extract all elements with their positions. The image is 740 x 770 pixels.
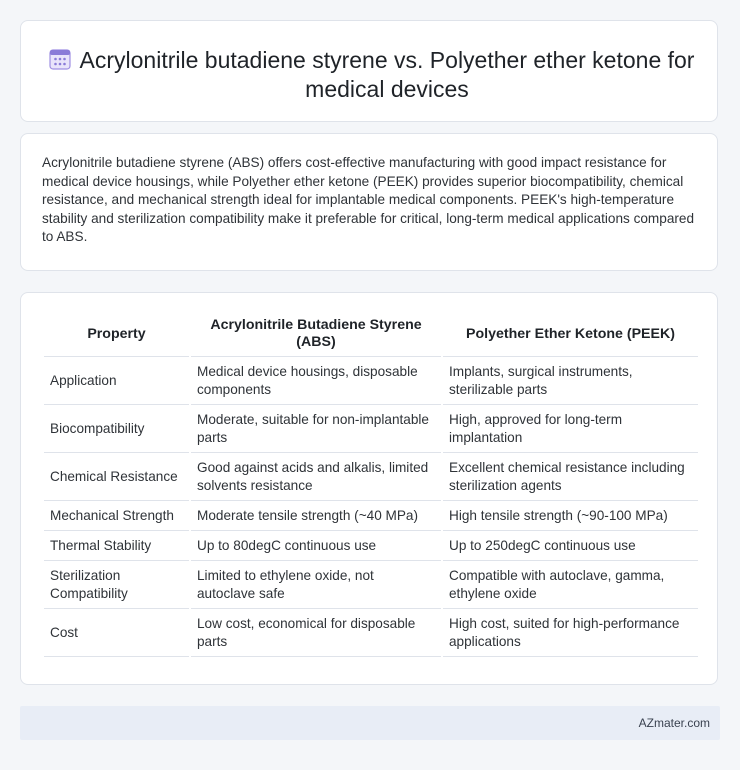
table-row: [44, 453, 698, 501]
property-cell: Mechanical Strength: [44, 501, 189, 531]
property-cell: Sterilization Compatibility: [44, 561, 189, 609]
peek-cell: High cost, suited for high-performance applications: [443, 609, 698, 657]
property-cell: Application: [44, 357, 189, 405]
abs-cell: Good against acids and alkalis, limited solvents resistance: [191, 453, 441, 501]
table-row: [44, 405, 698, 453]
summary-text: Acrylonitrile butadiene styrene (ABS) offers cost-effective manufacturing with good impact resistance for medical device housings, while Polyether ether ketone (PEEK) provides superior biocompatibility, chemical resistance, and mechanical strength ideal for implantable medical components. PEEK's high-temperature stability and sterilization compatibility make it preferable for critical, long-term medical applications compared to ABS.: [42, 155, 695, 245]
property-cell: Thermal Stability: [44, 531, 189, 561]
peek-cell: High tensile strength (~90-100 MPa): [443, 501, 698, 531]
peek-cell: High, approved for long-term implantation: [443, 405, 698, 453]
table-header-row: [44, 312, 698, 357]
calendar-icon: [48, 47, 72, 71]
header-abs: Acrylonitrile Butadiene Styrene (ABS): [191, 312, 441, 357]
property-cell: Cost: [44, 609, 189, 657]
footer-bar: [20, 706, 720, 740]
page-title: Acrylonitrile butadiene styrene vs. Polyether ether ketone for medical devices: [79, 47, 695, 102]
comparison-table: [42, 312, 700, 657]
peek-cell: Excellent chemical resistance including sterilization agents: [443, 453, 698, 501]
property-cell: Biocompatibility: [44, 405, 189, 453]
table-row: [44, 357, 698, 405]
abs-cell: Medical device housings, disposable components: [191, 357, 441, 405]
header-peek: Polyether Ether Ketone (PEEK): [443, 312, 698, 357]
header-property: Property: [44, 312, 189, 357]
abs-cell: Low cost, economical for disposable parts: [191, 609, 441, 657]
peek-cell: Up to 250degC continuous use: [443, 531, 698, 561]
property-cell: Chemical Resistance: [44, 453, 189, 501]
table-row: [44, 561, 698, 609]
abs-cell: Moderate tensile strength (~40 MPa): [191, 501, 441, 531]
table-row: [44, 501, 698, 531]
abs-cell: Moderate, suitable for non-implantable parts: [191, 405, 441, 453]
table-row: [44, 531, 698, 561]
abs-cell: Up to 80degC continuous use: [191, 531, 441, 561]
footer-brand-link[interactable]: AZmater.com: [638, 716, 710, 730]
peek-cell: Implants, surgical instruments, sterilizable parts: [443, 357, 698, 405]
comparison-table-card: [20, 292, 718, 685]
peek-cell: Compatible with autoclave, gamma, ethylene oxide: [443, 561, 698, 609]
title-card: [20, 20, 718, 122]
table-row: [44, 609, 698, 657]
abs-cell: Limited to ethylene oxide, not autoclave safe: [191, 561, 441, 609]
summary-card: [20, 133, 718, 271]
